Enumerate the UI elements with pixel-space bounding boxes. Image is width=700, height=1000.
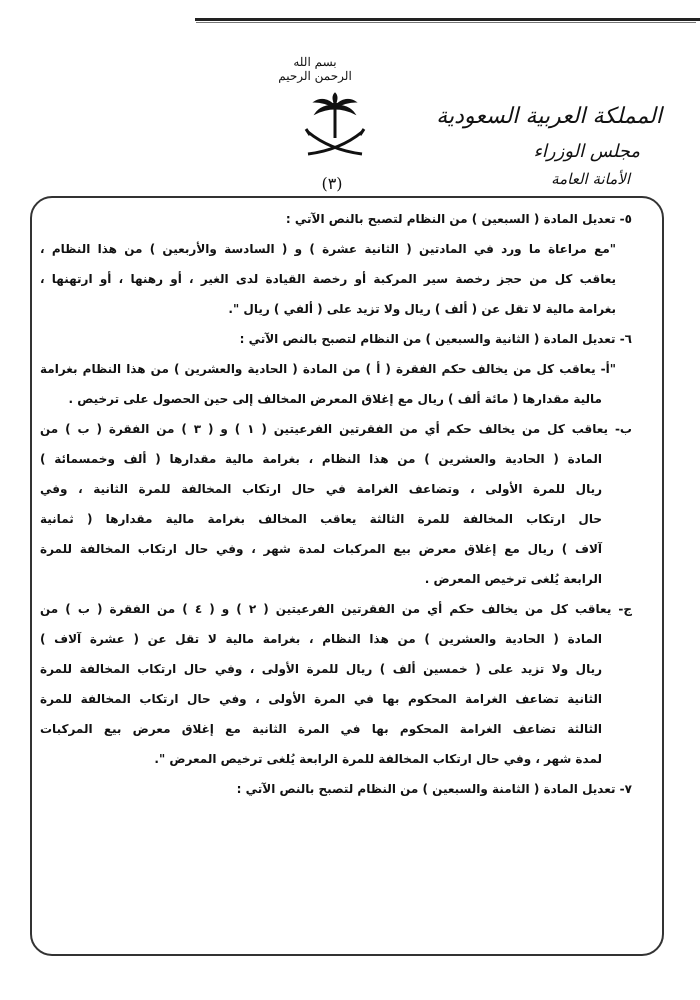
text-line: بغرامة مالية لا تقل عن ( ألف ) ريال ولا تزيد على ( ألفي ) ريال ". [228,302,616,316]
text-line: المادة ( الحادية والعشرين ) من هذا النظام ، بغرامة مالية لا تقل عن ( عشرة آلاف ) [40,632,602,646]
text-line: ج- يعاقب كل من يخالف حكم أي من الفقرتين الفرعيتين ( ٢ ) و ( ٤ ) من الفقرة ( ب ) من [40,602,633,616]
org-name-council: مجلس الوزراء [533,141,640,162]
text-line: الرابعة يُلغى ترخيص المعرض . [424,572,602,586]
text-line: ٦- تعديل المادة ( الثانية والسبعين ) من النظام لتصبح بالنص الآتي : [239,332,632,346]
basmala: بسم الله الرحمن الرحيم [278,55,352,83]
saudi-emblem-palm-swords-icon [300,92,370,162]
text-line: المادة ( الحادية والعشرين ) من هذا النظام ، بغرامة مالية مقدارها ( ألف وخمسمائة ) [40,452,602,466]
text-line: ٥- تعديل المادة ( السبعين ) من النظام لتصبح بالنص الآتي : [285,212,632,226]
text-line: الثالثة تضاعف الغرامة المحكوم بها في المرة الثانية مع إغلاق معرض بيع المركبات [40,722,602,736]
text-line: ٧- تعديل المادة ( الثامنة والسبعين ) من النظام لتصبح بالنص الآتي : [236,782,632,796]
text-line: يعاقب كل من حجز رخصة سير المركبة أو رخصة القيادة لدى الغير ، أو رهنها ، أو ارتهنها ، [40,272,616,286]
page-number: (٣) [321,174,343,193]
text-line: الثانية تضاعف الغرامة المحكوم بها في المرة الأولى ، وفي حال ارتكاب المخالفة للمرة [40,692,602,706]
text-line: ريال ولا تزيد على ( خمسين ألف ) ريال للمرة الأولى ، وفي حال ارتكاب المخالفة للمرة [40,662,602,676]
text-line: مالية مقدارها ( مائة ألف ) ريال مع إغلاق المعرض المخالف إلى حين الحصول على ترخيص . [68,392,602,406]
text-line: ريال للمرة الأولى ، وتضاعف الغرامة في حال ارتكاب المخالفة للمرة الثانية ، وفي [40,482,602,496]
text-line: "أ- يعاقب كل من يخالف حكم الفقرة ( أ ) من المادة ( الحادية والعشرين ) من هذا النظام بغرامة [40,362,616,376]
text-line: لمدة شهر ، وفي حال ارتكاب المخالفة للمرة الرابعة يُلغى ترخيص المعرض ". [154,752,602,766]
org-name-kingdom: المملكة العربية السعودية [436,104,662,129]
text-line: آلاف ) ريال مع إغلاق معرض بيع المركبات لمدة شهر ، وفي حال ارتكاب المخالفة للمرة [40,542,602,556]
letterhead [0,0,700,200]
text-line: ب- يعاقب كل من يخالف حكم أي من الفقرتين الفرعيتين ( ١ ) و ( ٣ ) من الفقرة ( ب ) من [40,422,632,436]
text-line: "مع مراعاة ما ورد في المادتين ( الثانية عشرة ) و ( السادسة والأربعين ) من هذا النظام ، [40,242,616,256]
org-name-secretariat: الأمانة العامة [551,170,630,188]
text-line: حال ارتكاب المخالفة للمرة الثالثة يعاقب المخالف بغرامة مالية مقدارها ( ثمانية [40,512,602,526]
document-body [40,204,636,804]
